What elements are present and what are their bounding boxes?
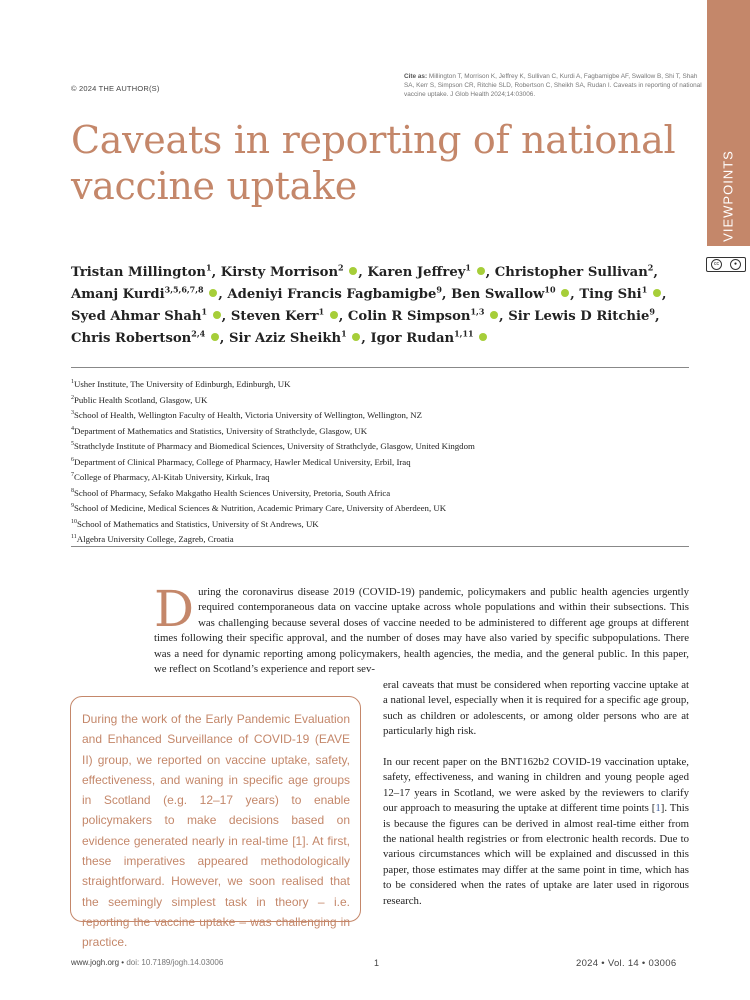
affiliation-item	[71, 377, 689, 393]
footer-issue: 2024 • Vol. 14 • 03006	[576, 958, 677, 969]
article-title	[71, 117, 691, 209]
author	[230, 306, 339, 324]
author	[370, 328, 488, 346]
affiliation-number: 3	[71, 410, 74, 417]
orcid-icon[interactable]	[349, 267, 357, 275]
author-name: Igor Rudan	[370, 331, 455, 346]
author-list: Tristan Millington$^1$, Kirsty Morrison$^2$ , Karen Jeffrey$^1$ , Christopher Sullivan$^2$, Amanj Kurdi$^{3,5,6,7,8}$ , Adeniyi Francis Fagbamigbe$^9$, Ben Swallow$^{10}$ , Ting Shi$^1$ , Syed Ahmar Shah$^1$ , Steven Kerr$^1$ , Colin R Simpson$^{1,3}$ , Sir Lewis D Ritchie$^9$, Chris Robertson$^{2,4}$ , Sir Aziz Sheikh$^1$ , Igor Rudan$^{1,11}$	[71, 262, 667, 346]
author-affiliation-number: 1	[341, 328, 347, 339]
author-affiliation-number: 10	[544, 284, 556, 295]
author-name: Ben Swallow	[451, 287, 545, 302]
affiliation-number: 11	[71, 534, 77, 541]
affiliation-item	[71, 470, 689, 486]
divider-top	[71, 367, 689, 368]
author-affiliation-number: 1,3	[470, 306, 485, 317]
affiliation-number: 6	[71, 456, 74, 463]
intro-text: uring the coronavirus disease 2019 (COVID-19) pandemic, policymakers and public health agencies urgently required contemporaneous data on vaccine uptake across whole populations and within their subsections. This was challenging because several doses of vaccine needed to be administered to different age groups at different times following their specific approval, and the number of doses may have also varied by specific subpopulations. There was a need for dynamic reporting among policymakers, health agencies, the media, and the general public. In this paper, we reflect on Scotland’s experience and report sev-	[154, 586, 689, 676]
footer-site	[71, 958, 223, 967]
citation-block	[404, 72, 704, 99]
affiliation-text: Public Health Scotland, Glasgow, UK	[74, 394, 208, 405]
orcid-icon[interactable]	[209, 289, 217, 297]
affiliation-text: School of Medicine, Medical Sciences & Nutrition, Academic Primary Care, University of Aberdeen, UK	[74, 503, 447, 513]
affiliation-number: 9	[71, 503, 74, 510]
orcid-icon[interactable]	[479, 333, 487, 341]
body-paragraph-2-text-a: In our recent paper on the BNT162b2 COVID-19 vaccination uptake, safety, effectiveness, and waning in children and young people aged 12–17 years in Scotland, we were asked by the reviewers to clarify our approach to measuring the uptake at different time points [	[383, 756, 689, 815]
affiliation-number: 10	[71, 518, 77, 525]
reference-link-1[interactable]: 1	[655, 802, 661, 815]
author-affiliation-number: 1	[641, 284, 648, 295]
orcid-icon[interactable]	[490, 311, 498, 319]
body-paragraph-1: eral caveats that must be considered when reporting vaccine uptake at a national level, especially when it is required for a specific age group, such as children or adolescents, or among older persons who are at particularly high risk.	[383, 679, 689, 738]
affiliation-text: School of Health, Wellington Faculty of Health, Victoria University of Wellington, Wellington, NZ	[74, 410, 423, 420]
affiliation-text: College of Pharmacy, Al-Kitab University, Kirkuk, Iraq	[74, 472, 270, 482]
affiliation-item	[71, 424, 689, 440]
affiliation-number: 7	[71, 472, 74, 479]
affiliation-number: 5	[71, 441, 74, 448]
author-affiliation-number: 1	[318, 306, 325, 317]
author-affiliation-number: 9	[649, 306, 655, 317]
divider-bottom	[71, 546, 689, 547]
orcid-icon[interactable]	[477, 267, 485, 275]
affiliation-text: School of Pharmacy, Sefako Makgatho Health Sciences University, Pretoria, South Africa	[74, 487, 391, 498]
title-line-2: vaccine uptake	[71, 164, 357, 208]
affiliation-item	[71, 408, 689, 424]
author-name: Tristan Millington	[71, 265, 206, 280]
body-paragraph-2-text-b: ]. This is because the figures can be derived in almost real-time either from the national health registries or from electronic health records. Due to various circumstances which will be explained and discussed in this paper, those estimates may differ at the same point in time, which has to be considered when the rates of uptake are later used in rigorous research.	[383, 802, 689, 907]
author-name: Syed Ahmar Shah	[71, 309, 202, 324]
author-affiliation-number: 9	[436, 284, 442, 295]
author-affiliation-number: 1	[205, 262, 212, 273]
affiliation-item	[71, 486, 689, 502]
copyright-notice: © 2024 THE AUTHOR(S)	[71, 84, 160, 93]
affiliation-number: 1	[71, 379, 74, 386]
author-name: Colin R Simpson	[347, 309, 471, 324]
cc-license-icon	[706, 257, 746, 272]
affiliation-list	[71, 377, 689, 548]
author	[227, 284, 442, 302]
affiliation-text: School of Mathematics and Statistics, University of St Andrews, UK	[77, 518, 319, 529]
intro-paragraph	[154, 580, 689, 677]
author-name: Adeniyi Francis Fagbamigbe	[227, 287, 437, 302]
author	[220, 262, 358, 280]
affiliation-text: Department of Mathematics and Statistics, University of Strathclyde, Glasgow, UK	[74, 425, 368, 436]
author-name: Amanj Kurdi	[71, 287, 165, 302]
orcid-icon[interactable]	[330, 311, 338, 319]
author-name: Chris Robertson	[71, 331, 192, 346]
author-name: Christopher Sullivan	[494, 265, 648, 280]
affiliation-text: Algebra University College, Zagreb, Croatia	[76, 534, 234, 544]
affiliation-item	[71, 439, 689, 455]
author	[579, 284, 662, 302]
author-name: Ting Shi	[579, 287, 642, 302]
affiliation-text: Department of Clinical Pharmacy, College of Pharmacy, Hawler Medical University, Erbil, Iraq	[74, 456, 411, 467]
footer-doi[interactable]: doi: 10.7189/jogh.14.03006	[126, 958, 224, 967]
orcid-icon[interactable]	[211, 333, 219, 341]
author	[71, 262, 212, 280]
cc-badge-text: cc	[711, 259, 722, 270]
orcid-icon[interactable]	[352, 333, 360, 341]
affiliation-item	[71, 455, 689, 471]
cite-text: Millington T, Morrison K, Jeffrey K, Sullivan C, Kurdi A, Fagbamigbe AF, Swallow B, Shi T, Shah SA, Kerr S, Simpson CR, Ritchie SLD, Robertson C, Sheikh SA, Rudan I. Caveats in reporting of national vaccine uptake. J Glob Health 2024;14:03006.	[404, 73, 702, 98]
pull-quote: During the work of the Early Pandemic Evaluation and Enhanced Surveillance of COVID-19 (EAVE II) group, we reported on vaccine uptake, safety, effectiveness, and waning in specific age groups in Scotland (e.g. 12–17 years) to enable policymakers to make decisions based on evidence generated nearly in real-time [1]. At first, these imperatives appeared methodologically straightforward. However, we soon realised that the seemingly simplest task in theory – i.e. reporting the vaccine uptake – was challenging in practice.	[70, 696, 361, 922]
footer-separator: •	[121, 958, 125, 967]
author-affiliation-number: 2	[338, 262, 344, 273]
author-affiliation-number: 2,4	[191, 328, 206, 339]
author-affiliation-number: 3,5,6,7,8	[164, 284, 204, 295]
author-affiliation-number: 1	[201, 306, 208, 317]
affiliation-item	[71, 517, 689, 533]
affiliation-number: 8	[71, 487, 74, 494]
author-name: Kirsty Morrison	[220, 265, 339, 280]
affiliation-number: 2	[71, 394, 74, 401]
author	[71, 306, 222, 324]
author-name: Steven Kerr	[230, 309, 319, 324]
affiliation-item	[71, 393, 689, 409]
section-label: VIEWPOINTS	[720, 150, 736, 242]
affiliation-text: Strathclyde Institute of Pharmacy and Biomedical Sciences, University of Strathclyde, Glasgow, United Kingdom	[74, 441, 475, 451]
page-number: 1	[374, 958, 380, 968]
cite-label: Cite as:	[404, 73, 428, 80]
footer-url[interactable]: www.jogh.org	[71, 958, 120, 967]
author	[71, 284, 218, 302]
author	[367, 262, 485, 280]
author-affiliation-number: 2	[647, 262, 654, 273]
affiliation-number: 4	[71, 425, 74, 432]
orcid-icon[interactable]	[561, 289, 569, 297]
orcid-icon[interactable]	[653, 289, 661, 297]
cc-by-icon: ●	[730, 259, 741, 270]
author	[228, 328, 361, 346]
author-name: Sir Lewis D Ritchie	[508, 309, 650, 324]
author-name: Karen Jeffrey	[367, 265, 466, 280]
drop-cap: D	[154, 580, 195, 638]
affiliation-item	[71, 501, 689, 517]
author	[451, 284, 570, 302]
author	[347, 306, 499, 324]
author-affiliation-number: 1	[465, 262, 471, 273]
author	[494, 262, 654, 280]
author-affiliation-number: 1,11	[454, 328, 474, 339]
orcid-icon[interactable]	[213, 311, 221, 319]
affiliation-text: Usher Institute, The University of Edinburgh, Edinburgh, UK	[74, 379, 291, 389]
author	[71, 328, 220, 346]
body-paragraph-2	[383, 755, 689, 909]
title-line-1: Caveats in reporting of national	[71, 118, 676, 162]
author	[508, 306, 655, 324]
author-name: Sir Aziz Sheikh	[228, 331, 342, 346]
